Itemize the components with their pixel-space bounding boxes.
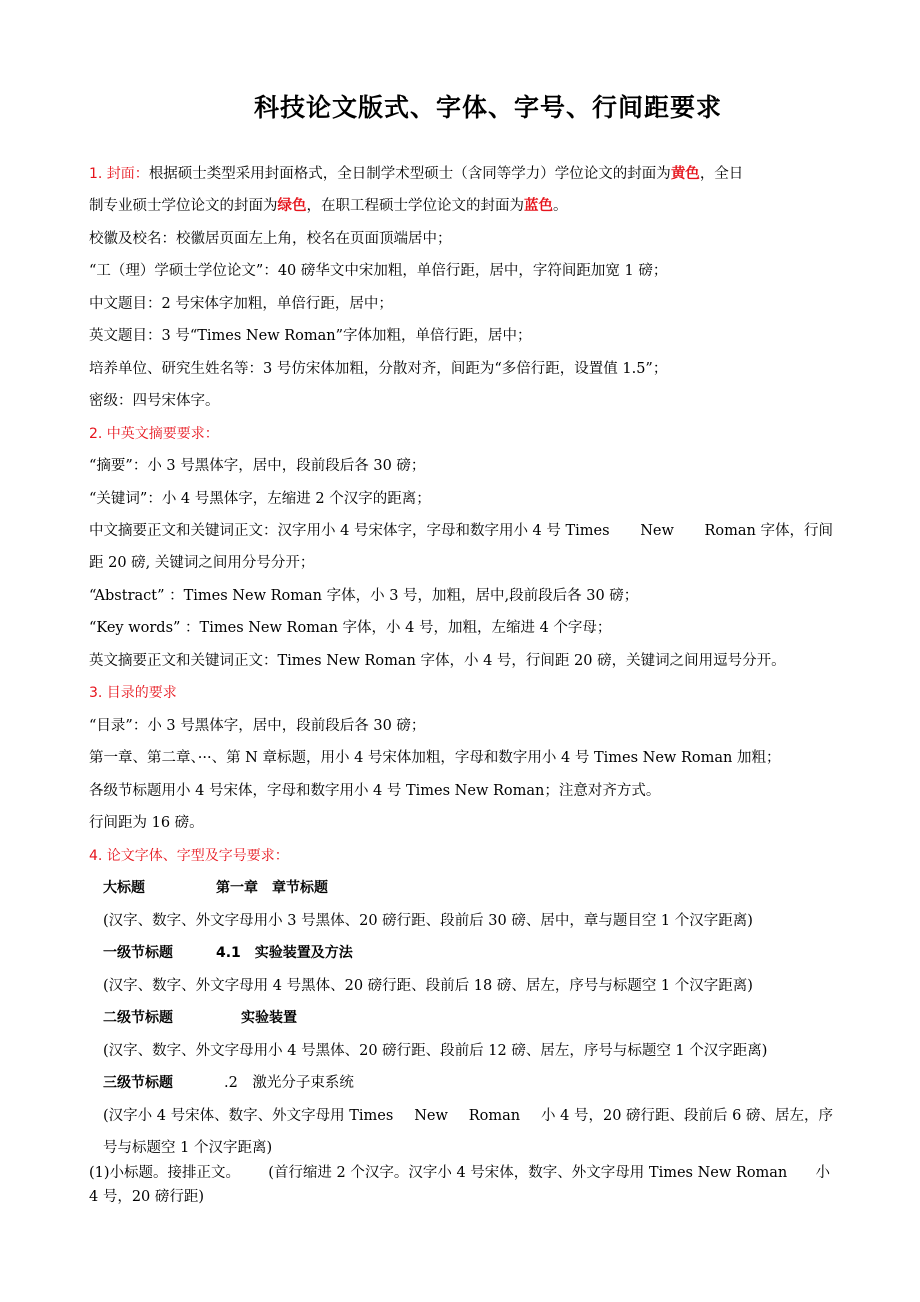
s3-line-2: 第一章、第二章、···、第 N 章标题，用小 4 号宋体加粗，字母和数字用小 4 号 Times New Roman 加粗； bbox=[89, 750, 781, 766]
text: (首行缩进 2 个汉字。汉字小 4 号宋体，数字、外文字母用 Times New Roman bbox=[268, 1165, 788, 1181]
text: ，在职工程硕士学位论文的封面为 bbox=[306, 198, 524, 214]
s2-line-4: 距 20 磅, 关键词之间用分号分开； bbox=[89, 555, 315, 571]
s1-line-2 bbox=[89, 196, 568, 216]
s2-line-7: 英文摘要正文和关键词正文：Times New Roman 字体，小 4 号，行间距 20 磅，关键词之间用逗号分开。 bbox=[89, 653, 786, 669]
blue-highlight: 蓝色 bbox=[524, 197, 553, 214]
text: 制专业硕士学位论文的封面为 bbox=[89, 198, 278, 214]
text: New bbox=[414, 1108, 448, 1124]
s3-line-1: “目录”：小 3 号黑体字，居中，段前段后各 30 磅； bbox=[89, 718, 426, 734]
heading-level-note-3: (汉字、数字、外文字母用小 4 号黑体、20 磅行距、段前后 12 磅、居左，序号与标题空 1 个汉字距离) bbox=[103, 1043, 768, 1059]
heading-level-row-3 bbox=[103, 1008, 297, 1028]
text: (汉字小 4 号宋体、数字、外文字母用 Times bbox=[103, 1108, 394, 1124]
s1-line-6: 英文题目：3 号“Times New Roman”字体加粗，单倍行距，居中； bbox=[89, 328, 532, 344]
s3-line-3: 各级节标题用小 4 号宋体，字母和数字用小 4 号 Times New Roman；注意对齐方式。 bbox=[89, 783, 661, 799]
s1-line-7: 培养单位、研究生姓名等：3 号仿宋体加粗，分散对齐，间距为“多倍行距，设置值 1.5”； bbox=[89, 361, 668, 377]
page-title: 科技论文版式、字体、字号、行间距要求 bbox=[253, 93, 722, 122]
level-example: 4.1 实验装置及方法 bbox=[216, 945, 353, 961]
text: 小 bbox=[815, 1165, 830, 1181]
section-heading-3: 3. 目录的要求 bbox=[89, 685, 177, 701]
paragraph-note-2: 4 号，20 磅行距) bbox=[89, 1189, 205, 1205]
text: 小 4 号，20 磅行距、段前后 6 磅、居左，序 bbox=[541, 1108, 833, 1124]
heading-level-row-4 bbox=[103, 1073, 354, 1093]
s1-line-3: 校徽及校名：校徽居页面左上角，校名在页面顶端居中； bbox=[89, 231, 452, 247]
level-label: 大标题 bbox=[103, 880, 145, 896]
s1-line-1 bbox=[89, 164, 743, 184]
text: 中文摘要正文和关键词正文：汉字用小 4 号宋体字，字母和数字用小 4 号 Times bbox=[89, 523, 610, 539]
text: New bbox=[640, 523, 674, 539]
heading-level-note-4-cont: 号与标题空 1 个汉字距离) bbox=[103, 1140, 273, 1156]
s2-line-6: “Key words” ：Times New Roman 字体，小 4 号，加粗，左缩进 4 个字母； bbox=[89, 620, 612, 636]
heading-level-row-1 bbox=[103, 878, 328, 898]
s2-line-1: “摘要”：小 3 号黑体字，居中，段前段后各 30 磅； bbox=[89, 458, 426, 474]
text: 根据硕士类型采用封面格式，全日制学术型硕士（含同等学力）学位论文的封面为 bbox=[148, 166, 671, 182]
s2-line-3 bbox=[89, 521, 833, 541]
text: Roman bbox=[468, 1108, 521, 1124]
s1-line-8: 密级：四号宋体字。 bbox=[89, 393, 220, 409]
level-example: 实验装置 bbox=[241, 1010, 297, 1026]
green-highlight: 绿色 bbox=[277, 197, 307, 214]
text: ，全日 bbox=[699, 166, 744, 182]
paragraph-note-1 bbox=[89, 1163, 830, 1183]
text: (1)小标题。接排正文。 bbox=[89, 1165, 241, 1181]
s2-line-5: “Abstract” ：Times New Roman 字体，小 3 号，加粗，居中,段前段后各 30 磅； bbox=[89, 588, 639, 604]
yellow-highlight: 黄色 bbox=[670, 165, 700, 182]
heading-level-row-2 bbox=[103, 943, 353, 963]
level-example: .2 激光分子束系统 bbox=[224, 1075, 354, 1091]
section-heading-4: 4. 论文字体、字型及字号要求： bbox=[89, 848, 289, 864]
s3-line-4: 行间距为 16 磅。 bbox=[89, 815, 204, 831]
heading-level-note-4 bbox=[103, 1106, 833, 1126]
level-label: 二级节标题 bbox=[103, 1010, 173, 1026]
text: 。 bbox=[553, 198, 568, 214]
section-heading-2: 2. 中英文摘要要求： bbox=[89, 426, 219, 442]
level-label: 三级节标题 bbox=[103, 1075, 173, 1091]
s1-line-4: “工（理）学硕士学位论文”：40 磅华文中宋加粗，单倍行距，居中，字符间距加宽 1 磅； bbox=[89, 263, 668, 279]
s1-line-5: 中文题目：2 号宋体字加粗，单倍行距，居中； bbox=[89, 296, 393, 312]
s2-line-2: “关键词”：小 4 号黑体字，左缩进 2 个汉字的距离； bbox=[89, 491, 431, 507]
level-label: 一级节标题 bbox=[103, 945, 173, 961]
section-heading-1: 1. 封面： bbox=[89, 166, 149, 182]
heading-level-note-1: (汉字、数字、外文字母用小 3 号黑体、20 磅行距、段前后 30 磅、居中，章与题目空 1 个汉字距离) bbox=[103, 913, 753, 929]
level-example: 第一章 章节标题 bbox=[216, 880, 328, 896]
heading-level-note-2: (汉字、数字、外文字母用 4 号黑体、20 磅行距、段前后 18 磅、居左，序号与标题空 1 个汉字距离) bbox=[103, 978, 753, 994]
text: Roman 字体，行间 bbox=[704, 523, 833, 539]
